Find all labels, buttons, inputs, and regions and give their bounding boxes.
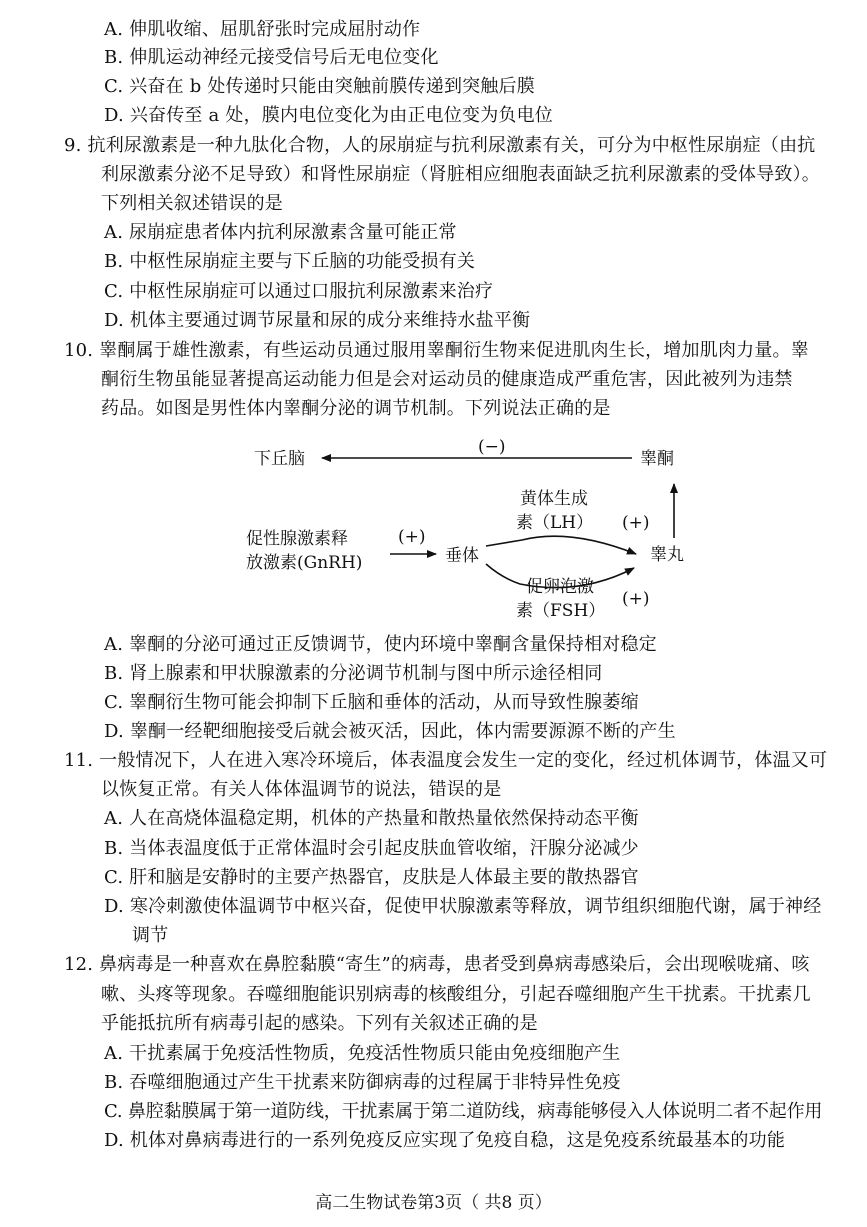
q9-stem-line3: 下列相关叙述错误的是	[101, 193, 283, 214]
q9-option-c: C. 中枢性尿崩症可以通过口服抗利尿激素来治疗	[104, 281, 494, 302]
label-testosterone: 睾酮	[640, 449, 674, 469]
q9-option-d: D. 机体主要通过调节尿量和尿的成分来维持水盐平衡	[104, 310, 531, 331]
q12-option-a: A. 干扰素属于免疫活性物质，免疫活性物质只能由免疫细胞产生	[104, 1043, 621, 1064]
q8-option-b: B. 伸肌运动神经元接受信号后无电位变化	[104, 47, 439, 68]
q12-stem-line3: 乎能抵抗所有病毒引起的感染。下列有关叙述正确的是	[101, 1013, 538, 1034]
q11-option-d: D. 寒冷刺激使体温调节中枢兴奋，促使甲状腺激素等释放，调节组织细胞代谢，属于神经	[104, 896, 822, 917]
label-gnrh-line2: 放激素(GnRH)	[246, 553, 363, 573]
label-lh-plus-sign: (+)	[622, 513, 650, 533]
label-lh-line2: 素（LH）	[516, 513, 594, 533]
label-fsh-line1: 促卵泡激	[526, 577, 594, 597]
lh-to-testis-arrow	[486, 536, 636, 554]
q11-option-c: C. 肝和脑是安静时的主要产热器官，皮肤是人体最主要的散热器官	[104, 867, 639, 888]
q12-stem-line2: 嗽、头疼等现象。吞噬细胞能识别病毒的核酸组分，引起吞噬细胞产生干扰素。干扰素几	[101, 984, 811, 1005]
page-footer: 高二生物试卷第3页（ 共8 页）	[315, 1193, 552, 1213]
q10-stem-line3: 药品。如图是男性体内睾酮分泌的调节机制。下列说法正确的是	[101, 398, 611, 419]
label-gnrh-plus-sign: (+)	[398, 527, 426, 547]
q11-option-d-continued: 调节	[132, 925, 169, 946]
label-pituitary: 垂体	[445, 546, 479, 566]
q8-option-a: A. 伸肌收缩、屈肌舒张时完成屈肘动作	[104, 19, 421, 40]
q9-option-b: B. 中枢性尿崩症主要与下丘脑的功能受损有关	[104, 251, 476, 272]
q12-option-c: C. 鼻腔黏膜属于第一道防线，干扰素属于第二道防线，病毒能够侵入人体说明二者不起作用	[104, 1101, 823, 1122]
q12-stem-line1: 12. 鼻病毒是一种喜欢在鼻腔黏膜“寄生”的病毒，患者受到鼻病毒感染后，会出现喉咙痛、咳	[64, 954, 810, 975]
testosterone-regulation-diagram	[240, 428, 710, 624]
q10-stem-line2: 酮衍生物虽能显著提高运动能力但是会对运动员的健康造成严重危害，因此被列为违禁	[101, 369, 793, 390]
q9-stem-line1: 9. 抗利尿激素是一种九肽化合物，人的尿崩症与抗利尿激素有关，可分为中枢性尿崩症（由抗	[64, 135, 816, 156]
q12-option-b: B. 吞噬细胞通过产生干扰素来防御病毒的过程属于非特异性免疫	[104, 1072, 621, 1093]
q9-option-a: A. 尿崩症患者体内抗利尿激素含量可能正常	[104, 222, 457, 243]
label-negative-sign: (−)	[478, 437, 506, 457]
q10-option-a: A. 睾酮的分泌可通过正反馈调节，使内环境中睾酮含量保持相对稳定	[104, 634, 657, 655]
label-testis: 睾丸	[650, 545, 684, 565]
q11-option-a: A. 人在高烧体温稳定期，机体的产热量和散热量依然保持动态平衡	[104, 808, 639, 829]
q8-option-d: D. 兴奋传至 a 处，膜内电位变化为由正电位变为负电位	[104, 105, 554, 126]
label-fsh-plus-sign: (+)	[622, 589, 650, 609]
label-gnrh-line1: 促性腺激素释	[246, 529, 348, 549]
q11-option-b: B. 当体表温度低于正常体温时会引起皮肤血管收缩，汗腺分泌减少	[104, 838, 639, 859]
q10-option-c: C. 睾酮衍生物可能会抑制下丘脑和垂体的活动，从而导致性腺萎缩	[104, 692, 639, 713]
q10-option-d: D. 睾酮一经靶细胞接受后就会被灭活，因此，体内需要源源不断的产生	[104, 721, 676, 742]
q9-stem-line2: 利尿激素分泌不足导致）和肾性尿崩症（肾脏相应细胞表面缺乏抗利尿激素的受体导致）。	[101, 164, 820, 185]
q8-option-c: C. 兴奋在 b 处传递时只能由突触前膜传递到突触后膜	[104, 76, 535, 97]
q11-stem-line1: 11. 一般情况下，人在进入寒冷环境后，体表温度会发生一定的变化，经过机体调节，体温又可	[64, 750, 828, 771]
q10-option-b: B. 肾上腺素和甲状腺激素的分泌调节机制与图中所示途径相同	[104, 663, 603, 684]
label-fsh-line2: 素（FSH）	[516, 601, 606, 621]
label-hypothalamus: 下丘脑	[254, 449, 305, 469]
label-lh-line1: 黄体生成	[520, 489, 588, 509]
q11-stem-line2: 以恢复正常。有关人体体温调节的说法，错误的是	[101, 779, 502, 800]
q10-stem-line1: 10. 睾酮属于雄性激素，有些运动员通过服用睾酮衍生物来促进肌肉生长，增加肌肉力量。睾	[64, 340, 809, 361]
q12-option-d: D. 机体对鼻病毒进行的一系列免疫反应实现了免疫自稳，这是免疫系统最基本的功能	[104, 1130, 786, 1151]
